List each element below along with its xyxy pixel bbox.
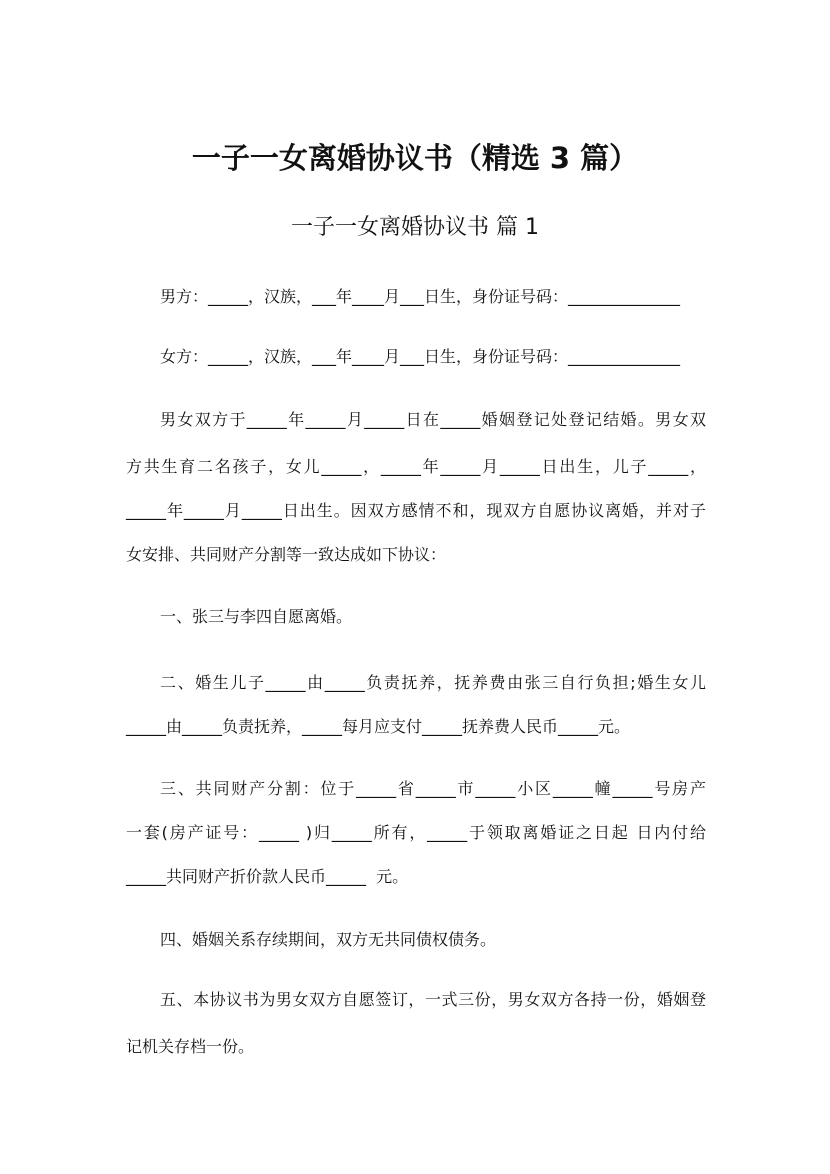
clause-2-line: 二、婚生儿子_____由_____负责抚养，抚养费由张三自行负担;婚生女儿 — [160, 673, 706, 692]
marriage-paragraph-line: _____年_____月_____日出生。因双方感情不和，现双方自愿协议离婚，并对子 — [126, 501, 706, 520]
marriage-paragraph-line: 女安排、共同财产分割等一致达成如下协议： — [126, 545, 447, 564]
clause-4: 四、婚姻关系存续期间，双方无共同债权债务。 — [160, 930, 497, 949]
clause-5-line: 记机关存档一份。 — [126, 1037, 255, 1056]
female-party-line: 女方：_____，汉族，___年____月___日生，身份证号码：______________ — [160, 347, 681, 366]
clause-5-line: 五、本协议书为男女双方自愿签订，一式三份，男女双方各持一份，婚姻登 — [160, 990, 706, 1009]
male-party-line: 男方：_____，汉族，___年____月___日生，身份证号码：______________ — [160, 287, 681, 306]
document-title: 一子一女离婚协议书（精选 3 篇） — [191, 141, 639, 175]
clause-2-line: _____由_____负责抚养，_____每月应支付_____抚养费人民币_____元。 — [126, 717, 631, 736]
clause-3-line: _____共同财产折价款人民币_____ 元。 — [126, 867, 409, 886]
clause-1: 一、张三与李四自愿离婚。 — [160, 607, 353, 626]
marriage-paragraph-line: 男女双方于_____年_____月_____日在_____婚姻登记处登记结婚。男女双 — [160, 410, 706, 429]
clause-3-line: 一套(房产证号：_____ )归_____所有，_____于领取离婚证之日起 日内付给 — [126, 823, 706, 842]
section-heading: 一子一女离婚协议书 篇 1 — [291, 215, 539, 240]
marriage-paragraph-line: 方共生育二名孩子，女儿_____，_____年_____月_____日出生，儿子_____， — [126, 457, 706, 476]
clause-3-line: 三、共同财产分割：位于_____省_____市_____小区_____幢_____号房产 — [160, 779, 706, 798]
